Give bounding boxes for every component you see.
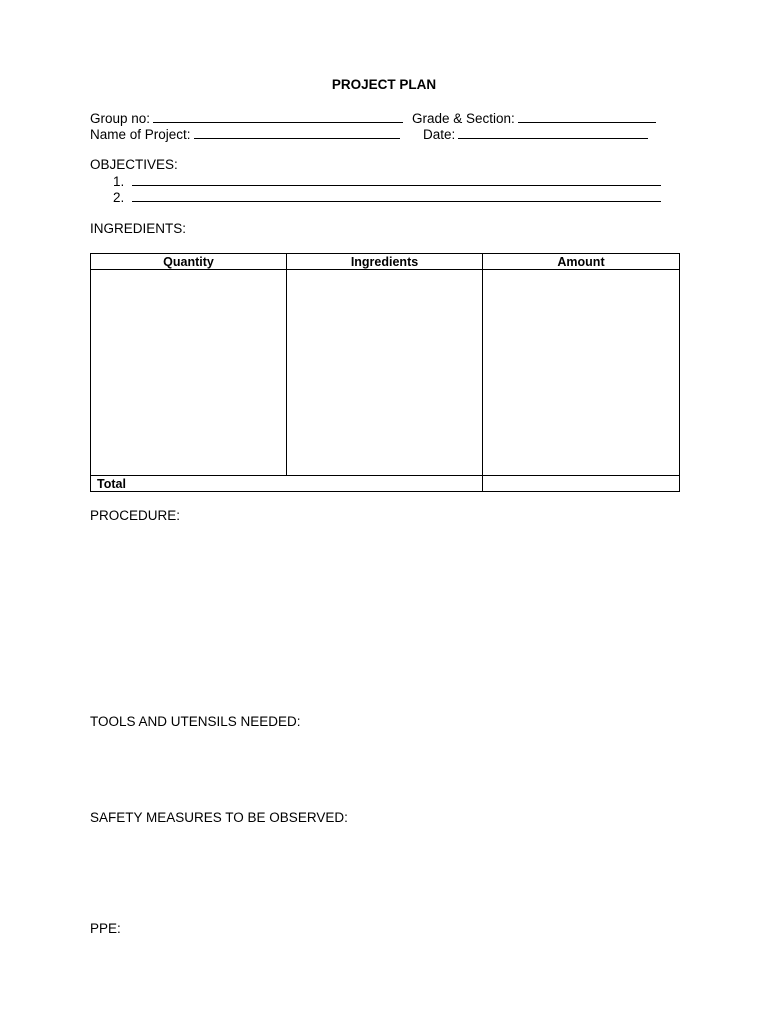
name-of-project-field xyxy=(90,126,400,143)
objective-item-1 xyxy=(113,173,661,190)
objective-blank-2[interactable] xyxy=(132,189,661,202)
objective-number: 2. xyxy=(113,190,125,205)
ingredients-cell[interactable] xyxy=(287,270,483,476)
table-header-row xyxy=(91,254,680,270)
total-row xyxy=(91,476,680,492)
procedure-heading: PROCEDURE: xyxy=(90,508,181,523)
date-label: Date: xyxy=(423,127,456,142)
safety-heading: SAFETY MEASURES TO BE OBSERVED: xyxy=(90,810,348,825)
quantity-cell[interactable] xyxy=(91,270,287,476)
name-of-project-label: Name of Project: xyxy=(90,127,191,142)
total-amount-cell[interactable] xyxy=(483,476,680,492)
objectives-heading: OBJECTIVES: xyxy=(90,157,178,172)
tools-heading: TOOLS AND UTENSILS NEEDED: xyxy=(90,714,301,729)
group-no-field xyxy=(90,110,403,127)
column-header-ingredients: Ingredients xyxy=(287,254,483,270)
table-row xyxy=(91,270,680,476)
date-field xyxy=(423,126,648,143)
ppe-heading: PPE: xyxy=(90,921,121,936)
column-header-amount: Amount xyxy=(483,254,680,270)
objective-blank-1[interactable] xyxy=(132,173,661,186)
ingredients-heading: INGREDIENTS: xyxy=(90,221,187,236)
date-blank[interactable] xyxy=(458,126,648,139)
name-of-project-blank[interactable] xyxy=(194,126,400,139)
column-header-quantity: Quantity xyxy=(91,254,287,270)
group-no-label: Group no: xyxy=(90,111,151,126)
grade-section-label: Grade & Section: xyxy=(412,111,515,126)
grade-section-field xyxy=(412,110,656,127)
group-no-blank[interactable] xyxy=(153,110,403,123)
ingredients-table xyxy=(90,253,680,492)
objective-item-2 xyxy=(113,189,661,206)
page-title: PROJECT PLAN xyxy=(331,77,437,92)
grade-section-blank[interactable] xyxy=(518,110,656,123)
amount-cell[interactable] xyxy=(483,270,680,476)
objective-number: 1. xyxy=(113,174,125,189)
total-label: Total xyxy=(91,476,483,492)
